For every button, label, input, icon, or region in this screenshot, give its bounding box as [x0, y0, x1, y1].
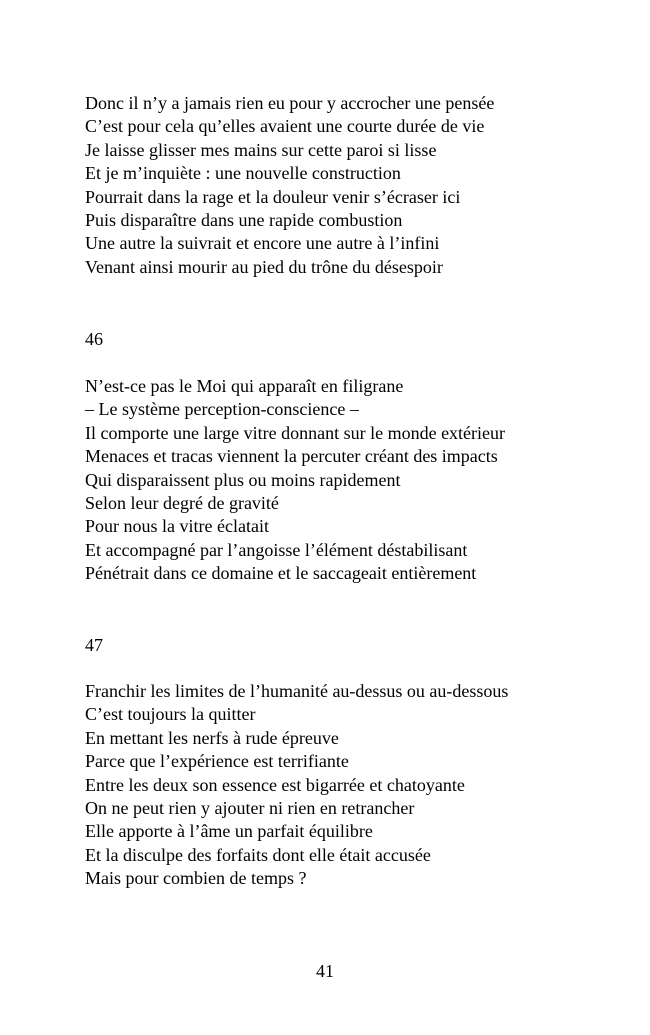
verse-line: Mais pour combien de temps ? [85, 868, 307, 889]
verse-line: Je laisse glisser mes mains sur cette paroi si lisse [85, 139, 437, 160]
stanza-continued [85, 92, 625, 279]
verse-line: Et accompagné par l’angoisse l’élément déstabilisant [85, 539, 468, 560]
poem-46 [85, 375, 625, 586]
verse-line: Pénétrait dans ce domaine et le saccageait entièrement [85, 563, 477, 584]
poem-47 [85, 680, 625, 891]
verse-line: Venant ainsi mourir au pied du trône du désespoir [85, 256, 443, 277]
verse-line: Donc il n’y a jamais rien eu pour y accrocher une pensée [85, 93, 495, 113]
verse-line: – Le système perception-conscience – [85, 399, 359, 420]
verse-line: C’est pour cela qu’elles avaient une courte durée de vie [85, 116, 485, 137]
verse-line: On ne peut rien y ajouter ni rien en retrancher [85, 798, 415, 819]
verse-line: Elle apporte à l’âme un parfait équilibre [85, 821, 373, 842]
verse-line: Il comporte une large vitre donnant sur le monde extérieur [85, 422, 506, 443]
verse-line: En mettant les nerfs à rude épreuve [85, 727, 339, 748]
verse-line: Et je m’inquiète : une nouvelle construction [85, 163, 401, 184]
verse-line: Puis disparaître dans une rapide combustion [85, 210, 403, 231]
verse-line: Qui disparaissent plus ou moins rapidement [85, 469, 401, 490]
verse-line: Menaces et tracas viennent la percuter créant des impacts [85, 446, 498, 467]
verse-line: Pourrait dans la rage et la douleur venir s’écraser ici [85, 186, 461, 207]
verse-line: Parce que l’expérience est terrifiante [85, 751, 349, 772]
poem-number: 46 [85, 329, 103, 349]
verse-line: Une autre la suivrait et encore une autre à l’infini [85, 233, 440, 254]
page-number: 41 [316, 961, 334, 981]
verse-line: Pour nous la vitre éclatait [85, 516, 269, 537]
poem-number: 47 [85, 635, 103, 655]
verse-line: Et la disculpe des forfaits dont elle était accusée [85, 844, 431, 865]
verse-line: Entre les deux son essence est bigarrée et chatoyante [85, 774, 465, 795]
verse-line: Franchir les limites de l’humanité au-dessus ou au-dessous [85, 681, 509, 701]
verse-line: C’est toujours la quitter [85, 704, 256, 725]
verse-line: N’est-ce pas le Moi qui apparaît en filigrane [85, 376, 404, 396]
verse-line: Selon leur degré de gravité [85, 493, 279, 514]
